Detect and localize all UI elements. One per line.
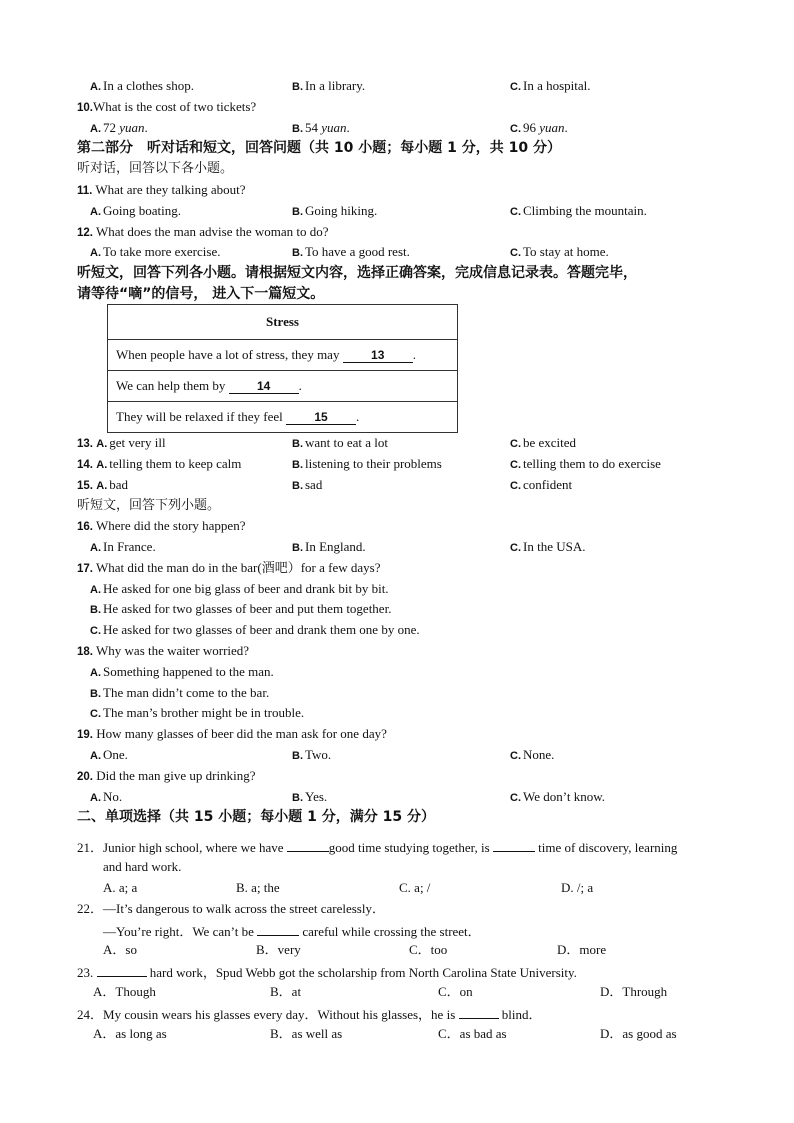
q18-option-c: C. The man’s brother might be in trouble. (90, 705, 305, 720)
q22-reply: —You’re right．We can’t be careful while crossing the street． (0, 920, 794, 940)
stress-table-row: When people have a lot of stress, they may 13 . (108, 340, 458, 371)
q21-blank-1 (287, 836, 329, 852)
q18-option-a: A. Something happened to the man. (90, 664, 274, 679)
q22-options: A．so B．very C．too D．more (103, 942, 607, 957)
blank-13: 13 (343, 348, 413, 363)
stress-table-row: They will be relaxed if they feel 15 . (108, 402, 458, 433)
q22-question: 22．—It’s dangerous to walk across the street carelessly． (77, 901, 385, 916)
q23-blank (97, 961, 147, 977)
passage-instructions-line2: 请等待“嘀”的信号， 进入下一篇短文。 (77, 286, 325, 302)
q17-option-c: C. He asked for two glasses of beer and drank them one by one. (90, 622, 420, 637)
q20-question: 20. Did the man give up drinking? (77, 768, 256, 783)
q23-options: A．Though B．at C．on D．Through (93, 984, 668, 999)
q23-question: 23. hard work，Spud Webb got the scholarship from North Carolina State University. (0, 961, 794, 981)
q16-question: 16. Where did the story happen? (77, 518, 246, 533)
part2-heading: 第二部分 听对话和短文，回答问题（共 10 小题；每小题 1 分，共 10 分） (77, 140, 561, 156)
part2-instructions: 听对话，回答以下各小题。 (77, 161, 234, 176)
q9-option-b: B. In a library. (292, 78, 366, 93)
q16-options: A. In France. B. In England. C. In the USA. (90, 539, 586, 554)
q21-blank-2 (493, 836, 535, 852)
q22-blank (257, 920, 299, 936)
q12-options: A. To take more exercise. B. To have a good rest. C. To stay at home. (90, 244, 609, 259)
q12-question: 12. What does the man advise the woman to do? (77, 224, 329, 239)
passage-instructions-line1: 听短文，回答下列各小题。请根据短文内容，选择正确答案，完成信息记录表。答题完毕， (77, 265, 637, 281)
passage2-instructions: 听短文，回答下列小题。 (77, 498, 221, 513)
stress-table (107, 304, 458, 433)
q21-continuation: and hard work. (103, 859, 182, 874)
q17-option-a: A. He asked for one big glass of beer and drank bit by bit. (90, 581, 389, 596)
q9-option-a: A. In a clothes shop. (90, 78, 194, 93)
q18-question: 18. Why was the waiter worried? (77, 643, 250, 658)
q10-option-b: B. 54 yuan. (292, 120, 350, 135)
q10-option-c: C. 96 yuan. (510, 120, 568, 135)
q19-options: A. One. B. Two. C. None. (90, 747, 555, 762)
q15-options: 15. A. bad B. sad C. confident (77, 477, 573, 492)
q24-blank (459, 1003, 499, 1019)
q19-question: 19. How many glasses of beer did the man ask for one day? (77, 726, 387, 741)
q14-options: 14. A. telling them to keep calm B. listening to their problems C. telling them to do exercise (77, 456, 661, 471)
q24-options: A．as long as B．as well as C．as bad as D．as good as (93, 1026, 677, 1041)
q18-option-b: B. The man didn’t come to the bar. (90, 685, 270, 700)
q10-option-a: A. 72 yuan. (90, 120, 148, 135)
q13-options: 13. A. get very ill B. want to eat a lot C. be excited (77, 435, 577, 450)
q20-options: A. No. B. Yes. C. We don’t know. (90, 789, 605, 804)
q21-options: A. a; a B. a; the C. a; / D. /; a (103, 880, 594, 895)
q24-question: 24．My cousin wears his glasses every day．Without his glasses，he is blind． (0, 1003, 794, 1023)
q9-options (0, 76, 794, 96)
q11-question: 11. What are they talking about? (77, 182, 246, 197)
q17-question: 17. What did the man do in the bar(酒吧）for a few days? (77, 560, 381, 575)
q21-question: 21．Junior high school, where we have good time studying together, is time of discovery, learning (0, 836, 794, 856)
q17-option-b: B. He asked for two glasses of beer and put them together. (90, 601, 392, 616)
q11-options: A. Going boating. B. Going hiking. C. Climbing the mountain. (90, 203, 647, 218)
stress-table-row: We can help them by 14 . (108, 371, 458, 402)
stress-table-title: Stress (108, 305, 458, 340)
section2-heading: 二、单项选择（共 15 小题；每小题 1 分，满分 15 分） (77, 809, 435, 825)
blank-14: 14 (229, 379, 299, 394)
q10-question: 10.What is the cost of two tickets? (77, 99, 257, 114)
q10-options (0, 118, 794, 138)
q9-option-c: C. In a hospital. (510, 78, 591, 93)
blank-15: 15 (286, 410, 356, 425)
